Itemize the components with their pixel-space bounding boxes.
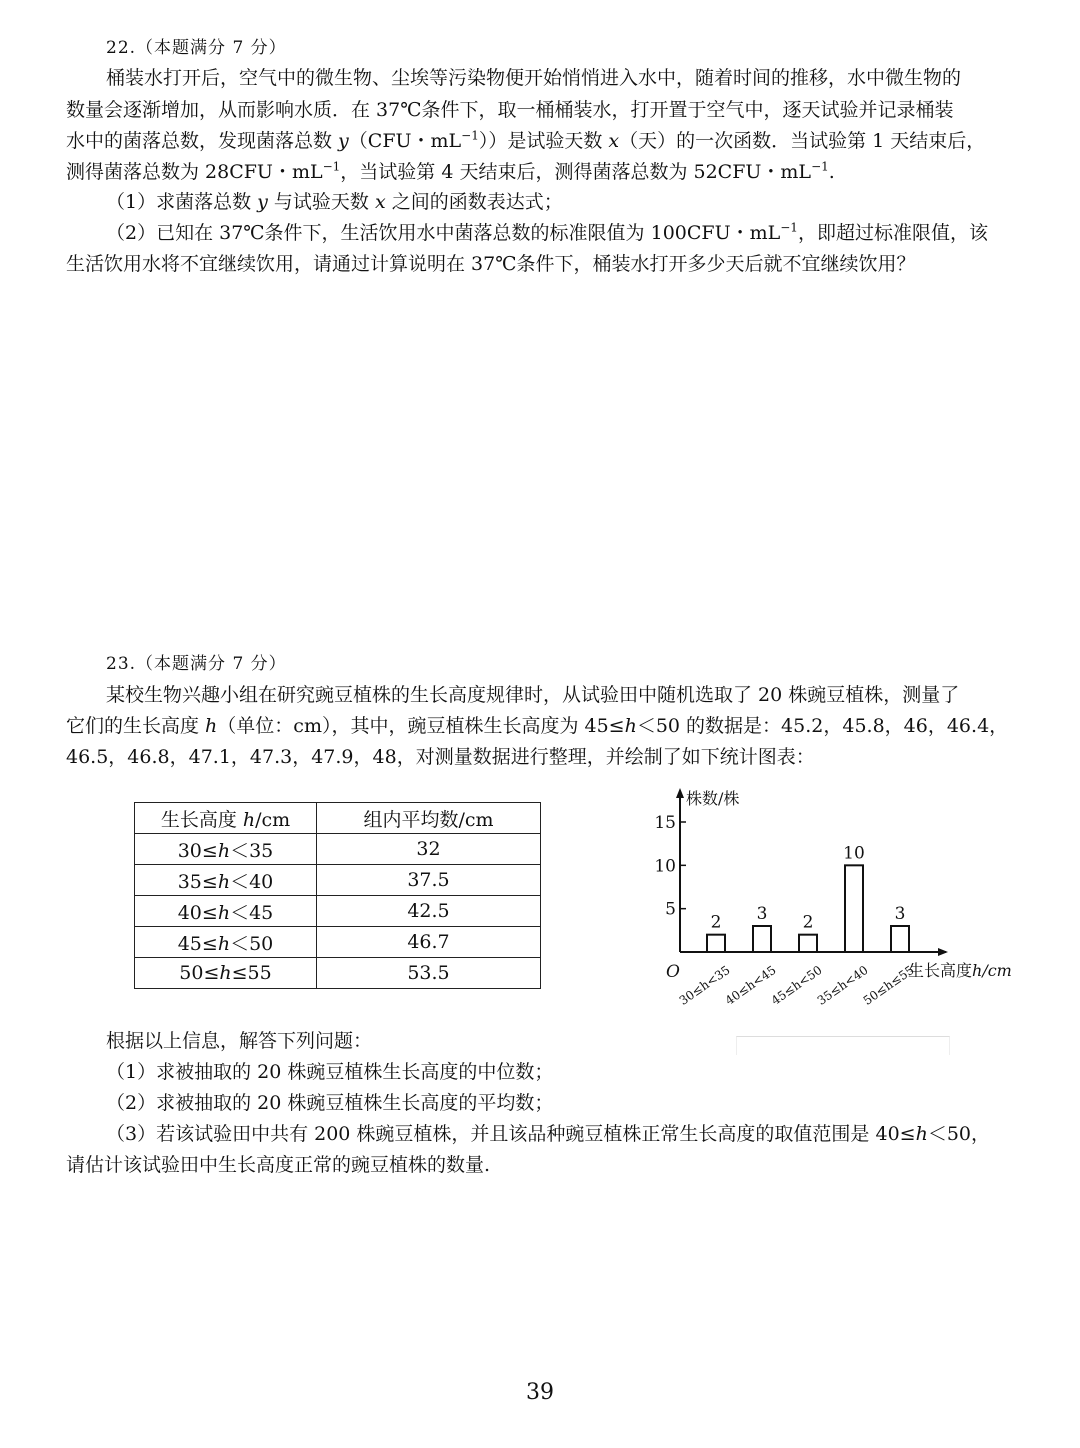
q23-para-line-3: 46.5，46.8，47.1，47.3，47.9，48，对测量数据进行整理，并绘制了如下统计图表： [66, 746, 815, 768]
q23-subquestion-3-cont: 请估计该试验田中生长高度正常的豌豆植株的数量. [66, 1154, 491, 1176]
chart-category-label: 35≤h<40 [814, 962, 871, 1008]
chart-category-label: 40≤h<45 [722, 962, 779, 1008]
q23-para-line-1: 某校生物兴趣小组在研究豌豆植株的生长高度规律时，从试验田中随机选取了 20 株豌豆植株，测量了 [106, 684, 960, 706]
chart-bar [753, 926, 771, 952]
q22-para-line-3: 水中的菌落总数，发现菌落总数 y（CFU・$mL^{-1}$））是试验天数 x（天）的一次函数．当试验第 1 天结束后， [66, 128, 986, 152]
q23-subquestion-2: （2）求被抽取的 20 株豌豆植株生长高度的平均数； [106, 1092, 554, 1114]
table-row [135, 865, 541, 896]
table-row [135, 927, 541, 958]
q22-para-line-4: 测得菌落总数为 28CFU・$mL^{-1}$，当试验第 4 天结束后，测得菌落总数为 52CFU・$mL^{-1}$. [66, 159, 835, 183]
q22-subquestion-2-cont: 生活饮用水将不宜继续饮用，请通过计算说明在 37℃条件下，桶装水打开多少天后就不宜继续饮用？ [66, 253, 916, 275]
table-cell-mean: 42.5 [317, 896, 541, 927]
bar-chart [640, 780, 1040, 1020]
chart-bar [845, 865, 863, 952]
table-cell-range: 30≤h＜35 [135, 834, 317, 865]
growth-height-table [134, 802, 541, 989]
q23-para-line-2: 它们的生长高度 h（单位：cm），其中，豌豆植株生长高度为 45≤h＜50 的数据是：45.2，45.8，46，46.4， [66, 715, 1009, 737]
q23-heading: 23.（本题满分 7 分） [106, 654, 287, 674]
table-header-row [135, 803, 541, 834]
chart-bar [799, 935, 817, 952]
chart-data-label: 2 [710, 912, 722, 933]
chart-data-label: 3 [894, 904, 906, 924]
table-cell-range: 40≤h＜45 [135, 896, 317, 927]
table-cell-mean: 32 [317, 834, 541, 865]
chart-bar [891, 926, 909, 952]
table-cell-mean: 46.7 [317, 927, 541, 958]
chart-category-label: 50≤h≤55 [860, 962, 917, 1008]
chart-y-tick-label: 15 [654, 813, 676, 833]
chart-category-label: 45≤h<50 [768, 962, 825, 1008]
chart-y-axis-arrow [676, 788, 684, 798]
q23-subquestion-1: （1）求被抽取的 20 株豌豆植株生长高度的中位数； [106, 1061, 554, 1083]
table-row [135, 958, 541, 989]
page-number: 39 [526, 1380, 554, 1405]
chart-bar [707, 935, 725, 952]
q23-intro: 根据以上信息，解答下列问题： [106, 1030, 373, 1052]
table-row [135, 834, 541, 865]
q22-subquestion-1: （1）求菌落总数 y 与试验天数 x 之间的函数表达式； [106, 191, 563, 213]
q22-para-line-2: 数量会逐渐增加，从而影响水质．在 37℃条件下，取一桶桶装水，打开置于空气中，逐天试验并记录桶装 [66, 99, 954, 121]
answer-box-edge [736, 1036, 950, 1055]
table-cell-range: 45≤h＜50 [135, 927, 317, 958]
table-cell-mean: 37.5 [317, 865, 541, 896]
chart-y-axis-label: 株数/株 [686, 789, 740, 808]
q22-subquestion-2: （2）已知在 37℃条件下，生活饮用水中菌落总数的标准限值为 100CFU・$mL^{-1}$，即超过标准限值，该 [106, 220, 988, 244]
chart-y-tick-label: 10 [654, 856, 676, 877]
q22-heading: 22.（本题满分 7 分） [106, 38, 287, 58]
chart-y-tick-label: 5 [665, 899, 676, 920]
chart-origin-label: O [666, 962, 680, 982]
table-header-mean: 组内平均数/cm [317, 803, 541, 834]
chart-data-label: 10 [843, 843, 865, 864]
table-header-height: 生长高度 h/cm [135, 803, 317, 834]
chart-data-label: 3 [756, 904, 768, 924]
chart-x-axis-arrow [938, 948, 948, 956]
chart-data-label: 2 [802, 912, 814, 933]
table-cell-mean: 53.5 [317, 958, 541, 989]
chart-category-label: 30≤h<35 [676, 962, 733, 1008]
q22-para-line-1: 桶装水打开后，空气中的微生物、尘埃等污染物便开始悄悄进入水中，随着时间的推移，水中微生物的 [106, 67, 962, 89]
q23-subquestion-3: （3）若该试验田中共有 200 株豌豆植株，并且该品种豌豆植株正常生长高度的取值范围是 40≤h＜50， [106, 1123, 991, 1145]
table-cell-range: 50≤h≤55 [135, 958, 317, 989]
table-row [135, 896, 541, 927]
chart-x-axis-label: 生长高度h/cm [908, 961, 1012, 980]
table-cell-range: 35≤h＜40 [135, 865, 317, 896]
